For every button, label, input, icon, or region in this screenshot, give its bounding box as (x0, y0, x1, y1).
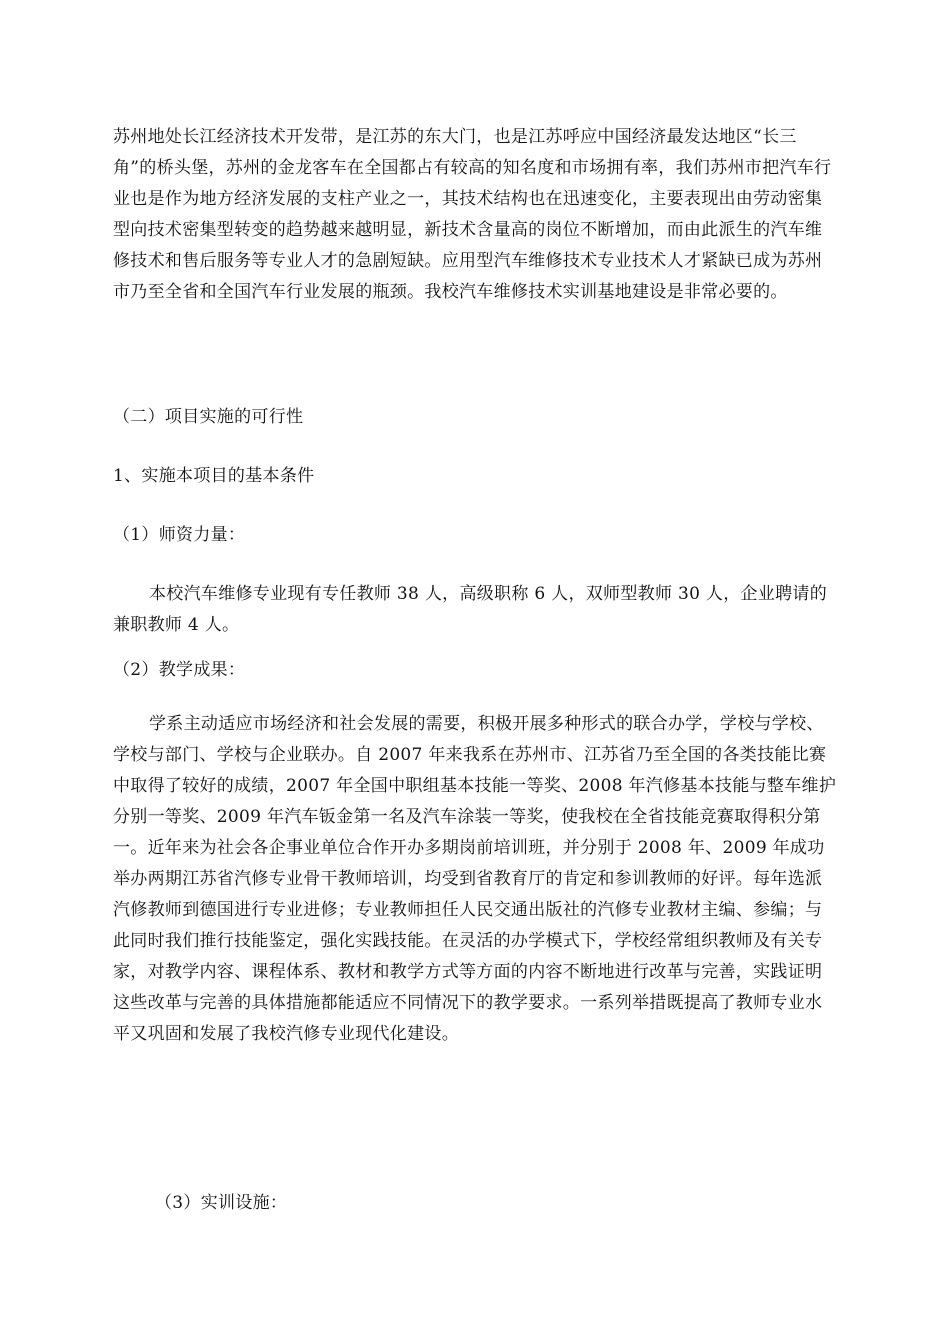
item-heading-faculty: （1）师资力量： (113, 525, 246, 545)
subsection-heading-basic-conditions: 1、实施本项目的基本条件 (113, 466, 315, 486)
section-heading-feasibility: （二）项目实施的可行性 (113, 407, 304, 427)
item-heading-teaching-results: （2）教学成果： (113, 660, 246, 680)
item-heading-training-facilities: （3）实训设施： (155, 1193, 288, 1213)
teaching-results-paragraph: 学系主动适应市场经济和社会发展的需要，积极开展多种形式的联合办学，学校与学校、学校与部门、学校与企业联办。自 2007 年来我系在苏州市、江苏省乃至全国的各类技能比赛中取得了较好的成绩，2007 年全国中职组基本技能一等奖、2008 年汽修基本技能与整车维护分别一等奖、2009 年汽车钣金第一名及汽车涂装一等奖，使我校在全省技能竞赛取得积分第一。近年来为社会各企事业单位合作开办多期岗前培训班，并分别于 2008 年、2009 年成功举办两期江苏省汽修专业骨干教师培训，均受到省教育厅的肯定和参训教师的好评。每年选派汽修教师到德国进行专业进修；专业教师担任人民交通出版社的汽修专业教材主编、参编；与此同时我们推行技能鉴定，强化实践技能。在灵活的办学模式下，学校经常组织教师及有关专家，对教学内容、课程体系、教材和教学方式等方面的内容不断地进行改革与完善，实践证明这些改革与完善的具体措施都能适应不同情况下的教学要求。一系列举措既提高了教师专业水平又巩固和发展了我校汽修专业现代化建设。 (113, 714, 837, 1044)
faculty-paragraph: 本校汽车维修专业现有专任教师 38 人，高级职称 6 人，双师型教师 30 人，企业聘请的兼职教师 4 人。 (113, 584, 828, 635)
intro-paragraph: 苏州地处长江经济技术开发带，是江苏的东大门，也是江苏呼应中国经济最发达地区“长三角”的桥头堡，苏州的金龙客车在全国都占有较高的知名度和市场拥有率，我们苏州市把汽车行业也是作为地方经济发展的支柱产业之一，其技术结构也在迅速变化，主要表现出由劳动密集型向技术密集型转变的趋势越来越明显，新技术含量高的岗位不断增加，而由此派生的汽车维修技术和售后服务等专业人才的急剧短缺。应用型汽车维修技术专业技术人才紧缺已成为苏州市乃至全省和全国汽车行业发展的瓶颈。我校汽车维修技术实训基地建设是非常必要的。 (113, 127, 832, 302)
